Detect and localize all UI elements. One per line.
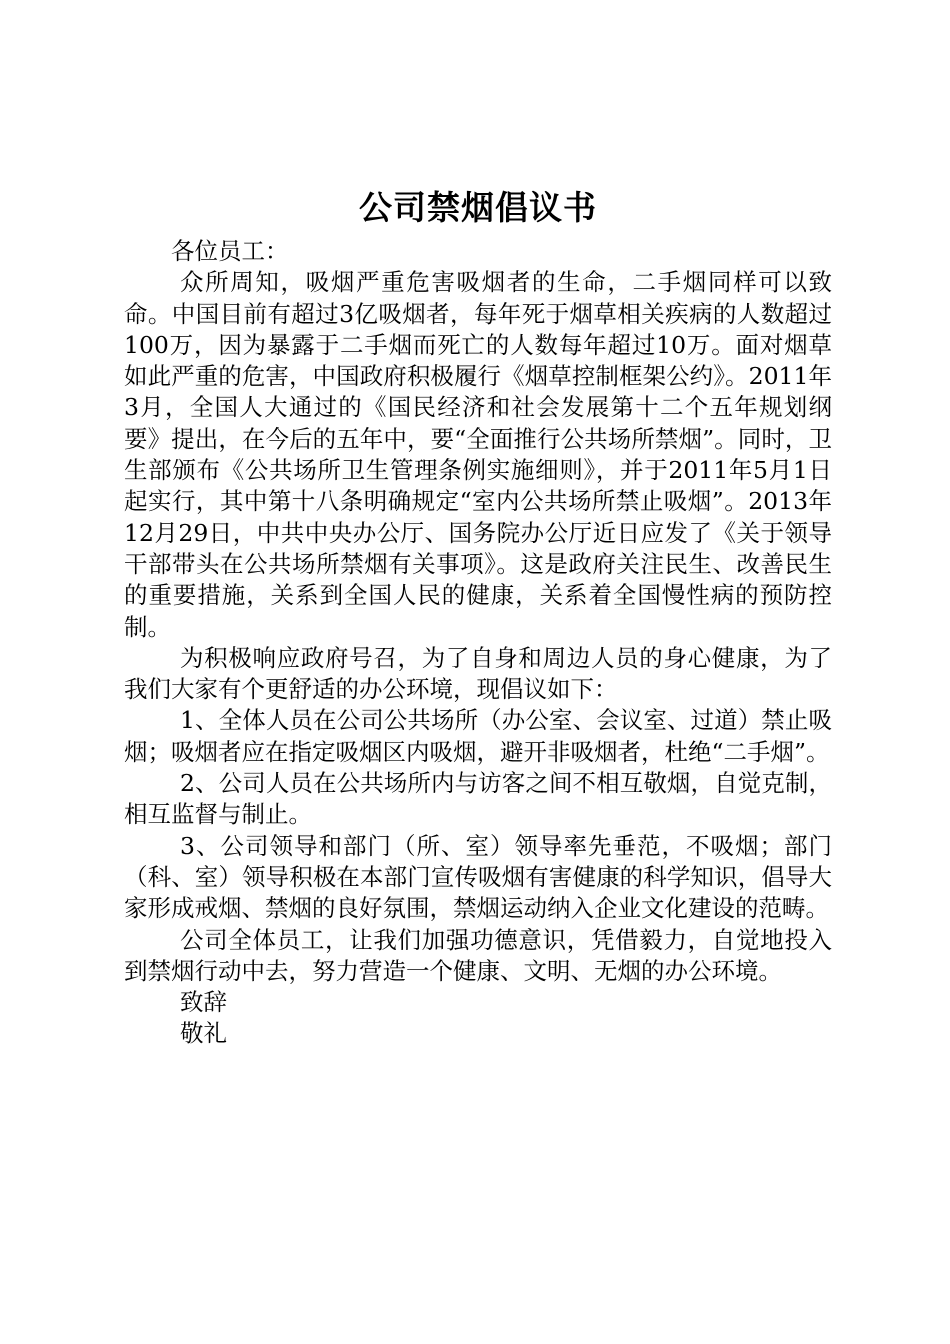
salutation: 各位员工： (171, 237, 289, 265)
closing-line-2: 敬礼 (180, 1019, 227, 1048)
paragraph-item-3: 3、公司领导和部门（所、室）领导率先垂范，不吸烟；部门（科、室）领导积极在本部门宣传吸烟有害健康的科学知识，倡导大家形成戒烟、禁烟的良好氛围，禁烟运动纳入企业文化建设的范畴。 (124, 831, 832, 923)
paragraph-item-1: 1、全体人员在公司公共场所（办公室、会议室、过道）禁止吸烟；吸烟者应在指定吸烟区内吸烟，避开非吸烟者，杜绝“二手烟”。 (124, 706, 832, 766)
closing-line-1: 致辞 (180, 988, 227, 1017)
document-page (124, 180, 832, 1050)
paragraph-call-to-action: 公司全体员工，让我们加强功德意识，凭借毅力，自觉地投入到禁烟行动中去，努力营造一个健康、文明、无烟的办公环境。 (124, 925, 832, 985)
paragraph-proposal: 为积极响应政府号召，为了自身和周边人员的身心健康，为了我们大家有个更舒适的办公环境，现倡议如下： (124, 643, 832, 704)
paragraph-item-2: 2、公司人员在公共场所内与访客之间不相互敬烟，自觉克制，相互监督与制止。 (124, 769, 832, 829)
paragraph-intro: 众所周知，吸烟严重危害吸烟者的生命，二手烟同样可以致命。中国目前有超过3亿吸烟者，每年死于烟草相关疾病的人数超过100万，因为暴露于二手烟而死亡的人数每年超过10万。面对烟草如此严重的危害，中国政府积极履行《烟草控制框架公约》。2011年3月，全国人大通过的《国民经济和社会发展第十二个五年规划纲要》提出，在今后的五年中，要“全面推行公共场所禁烟”。同时，卫生部颁布《公共场所卫生管理条例实施细则》，并于2011年5月1日起实行，其中第十八条明确规定“室内公共场所禁止吸烟”。2013年12月29日，中共中央办公厅、国务院办公厅近日应发了《关于领导干部带头在公共场所禁烟有关事项》。这是政府关注民生、改善民生的重要措施，关系到全国人民的健康，关系着全国慢性病的预防控制。 (124, 268, 832, 641)
document-title: 公司禁烟倡议书 (359, 188, 597, 227)
document-body (124, 236, 832, 1050)
